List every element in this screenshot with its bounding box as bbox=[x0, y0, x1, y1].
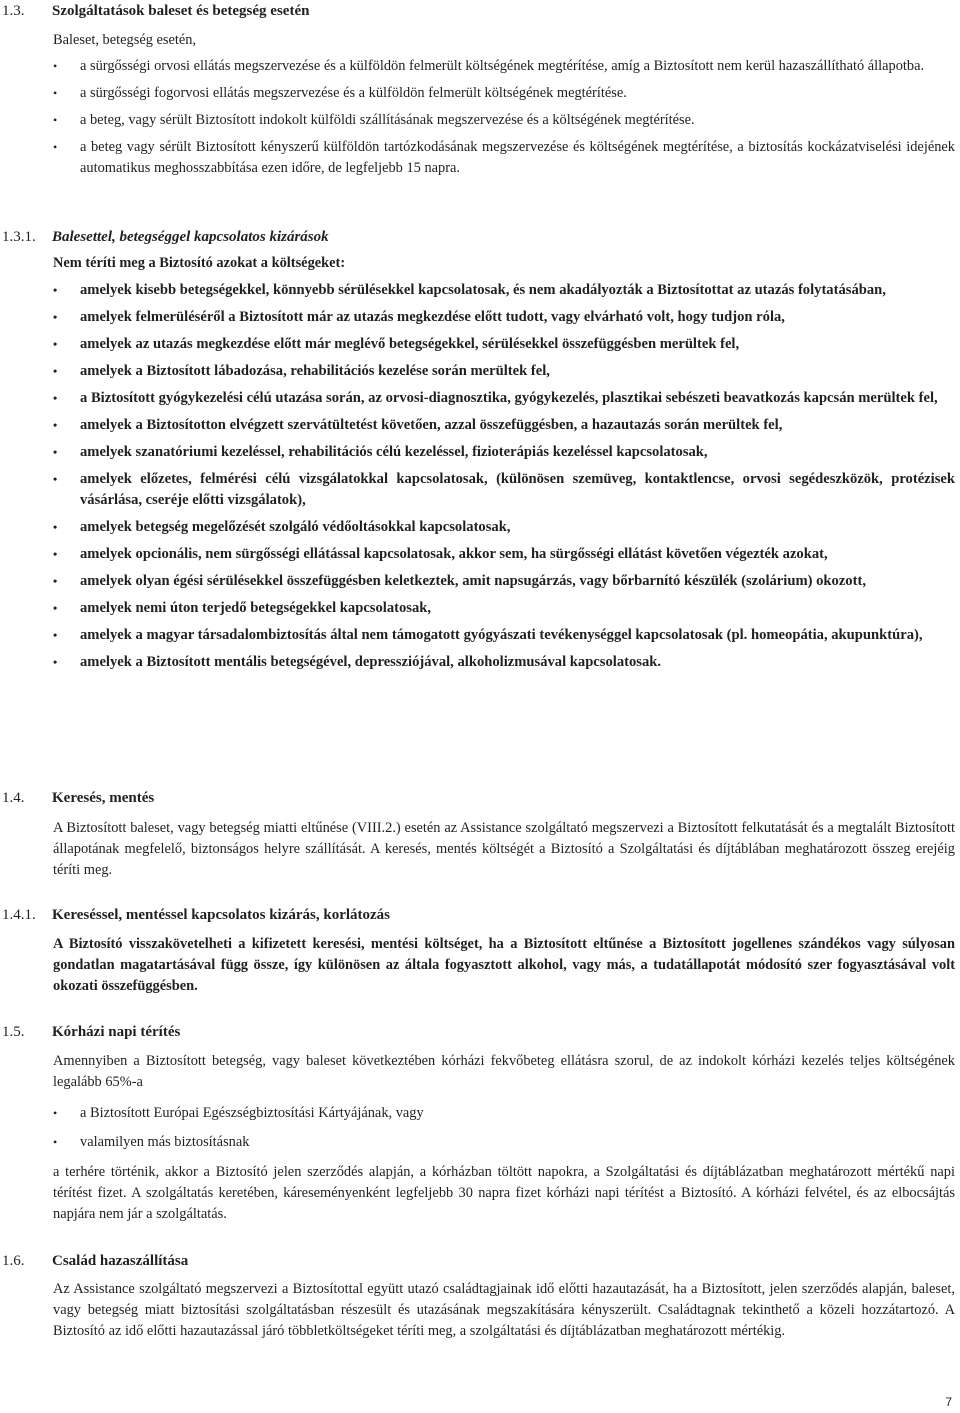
section-number: 1.4. bbox=[2, 790, 25, 806]
bullet-icon: • bbox=[53, 337, 58, 351]
list-item: • a beteg vagy sérült Biztosított kényszerű külföldön tartózkodásának megszervezése és költségének megtérítése, a biztosítás kockázatviselési idejének automatikus meghosszabbítása ezen időre, de legfeljebb 15 napra. bbox=[53, 139, 955, 176]
list-item: • amelyek a Biztosított lábadozása, rehabilitációs kezelése során merültek fel, bbox=[53, 361, 955, 382]
coverage-list bbox=[53, 1103, 955, 1159]
bullet-icon: • bbox=[53, 1106, 58, 1120]
bullet-icon: • bbox=[53, 418, 58, 432]
bullet-icon: • bbox=[53, 520, 58, 534]
bullet-icon: • bbox=[53, 1135, 58, 1149]
section-text: A Biztosított baleset, vagy betegség miatti eltűnése (VIII.2.) esetén az Assistance szolgáltató megszervezi a Biztosított felkutatását és a megtalált Biztosított állapotának megfelelő, biztonságos helyre szállítását. A keresés, mentés költségét a Biztosító a Szolgáltatási és díjtáblában meghatározott összeg erejéig téríti meg. bbox=[53, 820, 955, 878]
list-item: • amelyek a Biztosított mentális betegségével, depressziójával, alkoholizmusával kapcsolatosak. bbox=[53, 652, 955, 673]
section-text: Az Assistance szolgáltató megszervezi a Biztosítottal együtt utazó családtagjainak idő előtti hazautazását, ha a Biztosított, jelen szerződés alapján, baleset, vagy betegség miatt biztosítási szolgáltatásban részesült és utazásának megszakítására kényszerült. Családtagnak tekinthető a közeli hozzátartozó. A Biztosító az idő előtti hazautazással járó többletköltségeket téríti meg, a szolgáltatási és díjtáblázatban meghatározott mértékig. bbox=[53, 1281, 955, 1339]
section-number: 1.6. bbox=[2, 1253, 25, 1269]
list-item: • amelyek betegség megelőzését szolgáló védőoltásokkal kapcsolatosak, bbox=[53, 517, 955, 538]
list-item: • amelyek a Biztosítotton elvégzett szervátültetést követően, azzal összefüggésben, a hazautazás során merültek fel, bbox=[53, 415, 955, 436]
list-item: • amelyek szanatóriumi kezeléssel, rehabilitációs célú kezeléssel, fizioterápiás kezeléssel kapcsolatosak, bbox=[53, 442, 955, 463]
list-item: • amelyek az utazás megkezdése előtt már meglévő betegségekkel, sérülésekkel összefüggésben merültek fel, bbox=[53, 334, 955, 355]
bullet-icon: • bbox=[53, 113, 58, 127]
section-intro: Amennyiben a Biztosított betegség, vagy baleset következtében kórházi fekvőbeteg ellátásra szorul, de az indokolt kórházi kezelés teljes költségének legalább 65%-a bbox=[53, 1053, 955, 1090]
section-title: Család hazaszállítása bbox=[52, 1253, 189, 1269]
bullet-icon: • bbox=[53, 547, 58, 561]
list-item: • amelyek kisebb betegségekkel, könnyebb sérülésekkel kapcsolatosak, és nem akadályozták a Biztosítottat az utazás folytatásában, bbox=[53, 280, 955, 301]
services-list bbox=[53, 56, 955, 185]
bullet-icon: • bbox=[53, 574, 58, 588]
list-item: • amelyek felmerüléséről a Biztosított már az utazás megkezdése előtt tudott, vagy elvárható volt, hogy tudjon róla, bbox=[53, 307, 955, 328]
list-item: • a sürgősségi orvosi ellátás megszervezése és a külföldön felmerült költségének megtérítése, amíg a Biztosított nem kerül hazaszállítható állapotba. bbox=[53, 56, 955, 77]
bullet-icon: • bbox=[53, 445, 58, 459]
bullet-icon: • bbox=[53, 364, 58, 378]
bullet-icon: • bbox=[53, 86, 58, 100]
list-item: • a beteg, vagy sérült Biztosított indokolt külföldi szállításának megszervezése és a költségének megtérítése. bbox=[53, 110, 955, 131]
bullet-icon: • bbox=[53, 628, 58, 642]
bullet-icon: • bbox=[53, 310, 58, 324]
bullet-icon: • bbox=[53, 472, 58, 486]
section-text: A Biztosító visszakövetelheti a kifizetett keresési, mentési költséget, ha a Biztosított eltűnése a Biztosított jogellenes szándékos vagy súlyosan gondatlan magatartásával függ össze, így különösen az általa fogyasztott alkohol, vagy más, a tudatállapotát módosító szer fogyasztásával volt okozati összefüggésben. bbox=[53, 936, 955, 994]
bullet-icon: • bbox=[53, 59, 58, 73]
section-number: 1.4.1. bbox=[2, 907, 36, 923]
section-number: 1.3.1. bbox=[2, 229, 36, 245]
section-intro: Nem téríti meg a Biztosító azokat a költségeket: bbox=[53, 255, 346, 271]
bullet-icon: • bbox=[53, 655, 58, 669]
exclusions-list bbox=[53, 280, 955, 679]
section-title: Szolgáltatások baleset és betegség esetén bbox=[52, 3, 310, 19]
list-item: • amelyek olyan égési sérülésekkel összefüggésben keletkeztek, amit napsugárzás, vagy bőrbarnító készülék (szolárium) okozott, bbox=[53, 571, 955, 592]
list-item: • amelyek opcionális, nem sürgősségi ellátással kapcsolatosak, akkor sem, ha sürgősségi ellátást követően végezték azokat, bbox=[53, 544, 955, 565]
list-item: • a sürgősségi fogorvosi ellátás megszervezése és a külföldön felmerült költségének megtérítése. bbox=[53, 83, 955, 104]
section-intro: Baleset, betegség esetén, bbox=[53, 32, 197, 48]
list-item: • a Biztosított gyógykezelési célú utazása során, az orvosi-diagnosztika, gyógykezelés, plasztikai sebészeti beavatkozás kapcsán merültek fel, bbox=[53, 388, 955, 409]
list-item: • a Biztosított Európai Egészségbiztosítási Kártyájának, vagy bbox=[53, 1103, 955, 1124]
section-title: Kereséssel, mentéssel kapcsolatos kizárás, korlátozás bbox=[52, 907, 391, 923]
bullet-icon: • bbox=[53, 283, 58, 297]
section-number: 1.5. bbox=[2, 1024, 25, 1040]
page-number: 7 bbox=[945, 1395, 952, 1409]
list-item: • valamilyen más biztosításnak bbox=[53, 1132, 955, 1153]
section-title: Keresés, mentés bbox=[52, 790, 155, 806]
list-item: • amelyek a magyar társadalombiztosítás által nem támogatott gyógyászati tevékenységgel kapcsolatosak (pl. homeopátia, akupunktúra), bbox=[53, 625, 955, 646]
section-title: Kórházi napi térítés bbox=[52, 1024, 181, 1040]
section-title: Balesettel, betegséggel kapcsolatos kizárások bbox=[52, 229, 329, 245]
bullet-icon: • bbox=[53, 601, 58, 615]
section-text: a terhére történik, akkor a Biztosító jelen szerződés alapján, a kórházban töltött napokra, a Szolgáltatási és díjtáblázatban meghatározott mértékű napi térítést fizet. A szolgáltatás keretében, káreseményenként legfeljebb 30 napra fizet kórházi napi térítést a Biztosító. A kórházi felvétel, és az elbocsájtás napjára nem jár a szolgáltatás. bbox=[53, 1164, 955, 1222]
bullet-icon: • bbox=[53, 140, 58, 154]
list-item: • amelyek nemi úton terjedő betegségekkel kapcsolatosak, bbox=[53, 598, 955, 619]
bullet-icon: • bbox=[53, 391, 58, 405]
section-number: 1.3. bbox=[2, 3, 25, 19]
list-item: • amelyek előzetes, felmérési célú vizsgálatokkal kapcsolatosak, (különösen szemüveg, kontaktlencse, orvosi segédeszközök, protézisek vásárlása, cseréje előtti vizsgálatok), bbox=[53, 471, 955, 508]
